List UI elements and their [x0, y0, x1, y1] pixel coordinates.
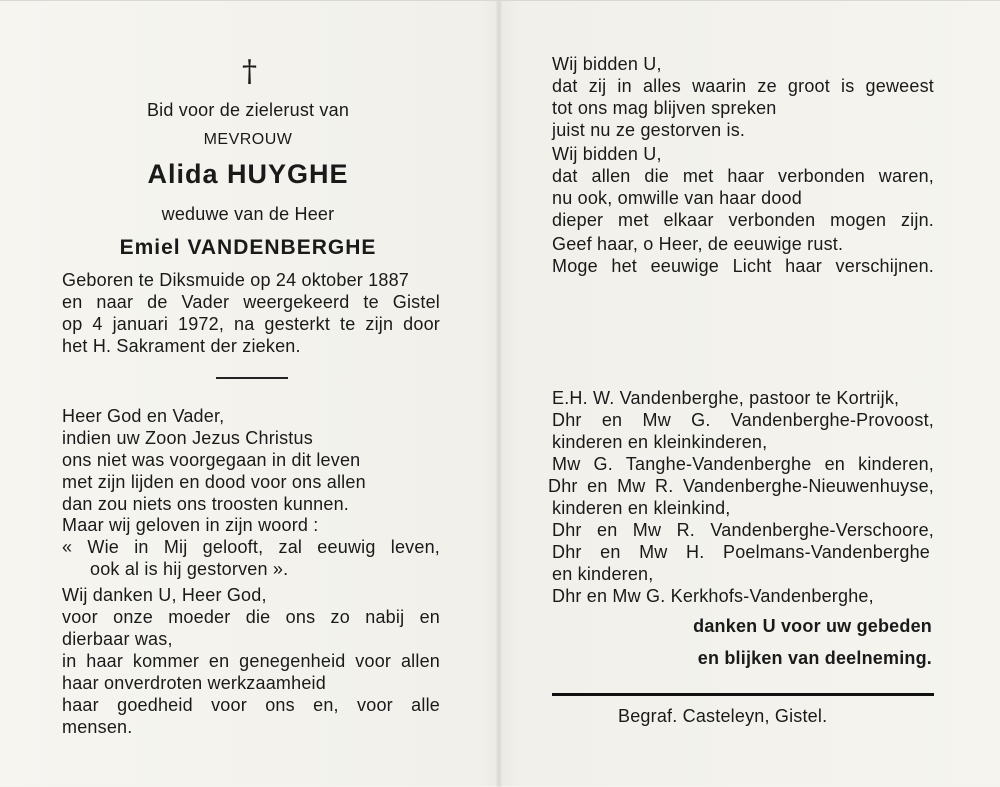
bio-line: op 4 januari 1972, na gesterkt te zijn door: [62, 314, 440, 334]
family-line: Dhr en Mw H. Poelmans-Vandenberghe: [552, 542, 930, 562]
printer-credit: Begraf. Casteleyn, Gistel.: [618, 706, 828, 726]
prayer-line: nu ook, omwille van haar dood: [552, 188, 802, 208]
family-line: kinderen en kleinkind,: [552, 498, 731, 518]
divider: [216, 377, 288, 379]
deceased-name: Alida HUYGHE: [147, 159, 349, 189]
prayer-line: in haar kommer en genegenheid voor allen: [62, 651, 440, 671]
prayer-line: haar onverdroten werkzaamheid: [62, 673, 326, 693]
prayer-line: tot ons mag blijven spreken: [552, 98, 777, 118]
divider: [552, 693, 934, 696]
family-line: kinderen en kleinkinderen,: [552, 432, 768, 452]
prayer-line: ook al is hij gestorven ».: [90, 559, 289, 579]
prayer-line: Geef haar, o Heer, de eeuwige rust.: [552, 234, 844, 254]
family-line: Dhr en Mw R. Vandenberghe-Nieuwenhuyse,: [548, 476, 934, 496]
intro-line: Bid voor de zielerust van: [146, 100, 350, 120]
prayer-line: met zijn lijden en dood voor ons allen: [62, 472, 366, 492]
prayer-line: Wij danken U, Heer God,: [62, 585, 267, 605]
prayer-line: haar goedheid voor ons en, voor alle: [62, 695, 440, 715]
thanks-line: danken U voor uw gebeden: [693, 616, 932, 636]
prayer-line: Heer God en Vader,: [62, 406, 225, 426]
prayer-line: « Wie in Mij gelooft, zal eeuwig leven,: [62, 537, 440, 557]
widow-line: weduwe van de Heer: [161, 204, 335, 224]
prayer-line: dat allen die met haar verbonden waren,: [552, 166, 934, 186]
prayer-line: dat zij in alles waarin ze groot is geweest: [552, 76, 934, 96]
family-line: E.H. W. Vandenberghe, pastoor te Kortrijk,: [552, 388, 900, 408]
husband-name: Emiel VANDENBERGHE: [119, 236, 377, 259]
prayer-line: dierbaar was,: [62, 629, 173, 649]
family-line: Dhr en Mw G. Kerkhofs-Vandenberghe,: [552, 586, 874, 606]
bio-line: Geboren te Diksmuide op 24 oktober 1887: [62, 270, 410, 290]
thanks-line: en blijken van deelneming.: [697, 648, 932, 668]
family-line: Dhr en Mw R. Vandenberghe-Verschoore,: [552, 520, 934, 540]
right-panel: [502, 1, 1000, 787]
bio-line: en naar de Vader weergekeerd te Gistel: [62, 292, 440, 312]
prayer-line: Moge het eeuwige Licht haar verschijnen.: [552, 256, 934, 276]
family-line: Mw G. Tanghe-Vandenberghe en kinderen,: [552, 454, 934, 474]
cross-icon: †: [242, 54, 257, 89]
prayer-line: Wij bidden U,: [552, 144, 662, 164]
prayer-line: juist nu ze gestorven is.: [552, 120, 746, 140]
family-line: Dhr en Mw G. Vandenberghe-Provoost,: [552, 410, 934, 430]
prayer-line: indien uw Zoon Jezus Christus: [62, 428, 313, 448]
prayer-line: mensen.: [62, 717, 133, 737]
prayer-line: voor onze moeder die ons zo nabij en: [62, 607, 440, 627]
prayer-line: Maar wij geloven in zijn woord :: [62, 515, 319, 535]
title-line: MEVROUW: [203, 131, 293, 148]
prayer-line: dieper met elkaar verbonden mogen zijn.: [552, 210, 934, 230]
prayer-line: Wij bidden U,: [552, 54, 662, 74]
prayer-line: dan zou niets ons troosten kunnen.: [62, 494, 349, 514]
bio-line: het H. Sakrament der zieken.: [62, 336, 301, 356]
left-panel: [0, 1, 496, 787]
family-line: en kinderen,: [552, 564, 654, 584]
prayer-line: ons niet was voorgegaan in dit leven: [62, 450, 361, 470]
